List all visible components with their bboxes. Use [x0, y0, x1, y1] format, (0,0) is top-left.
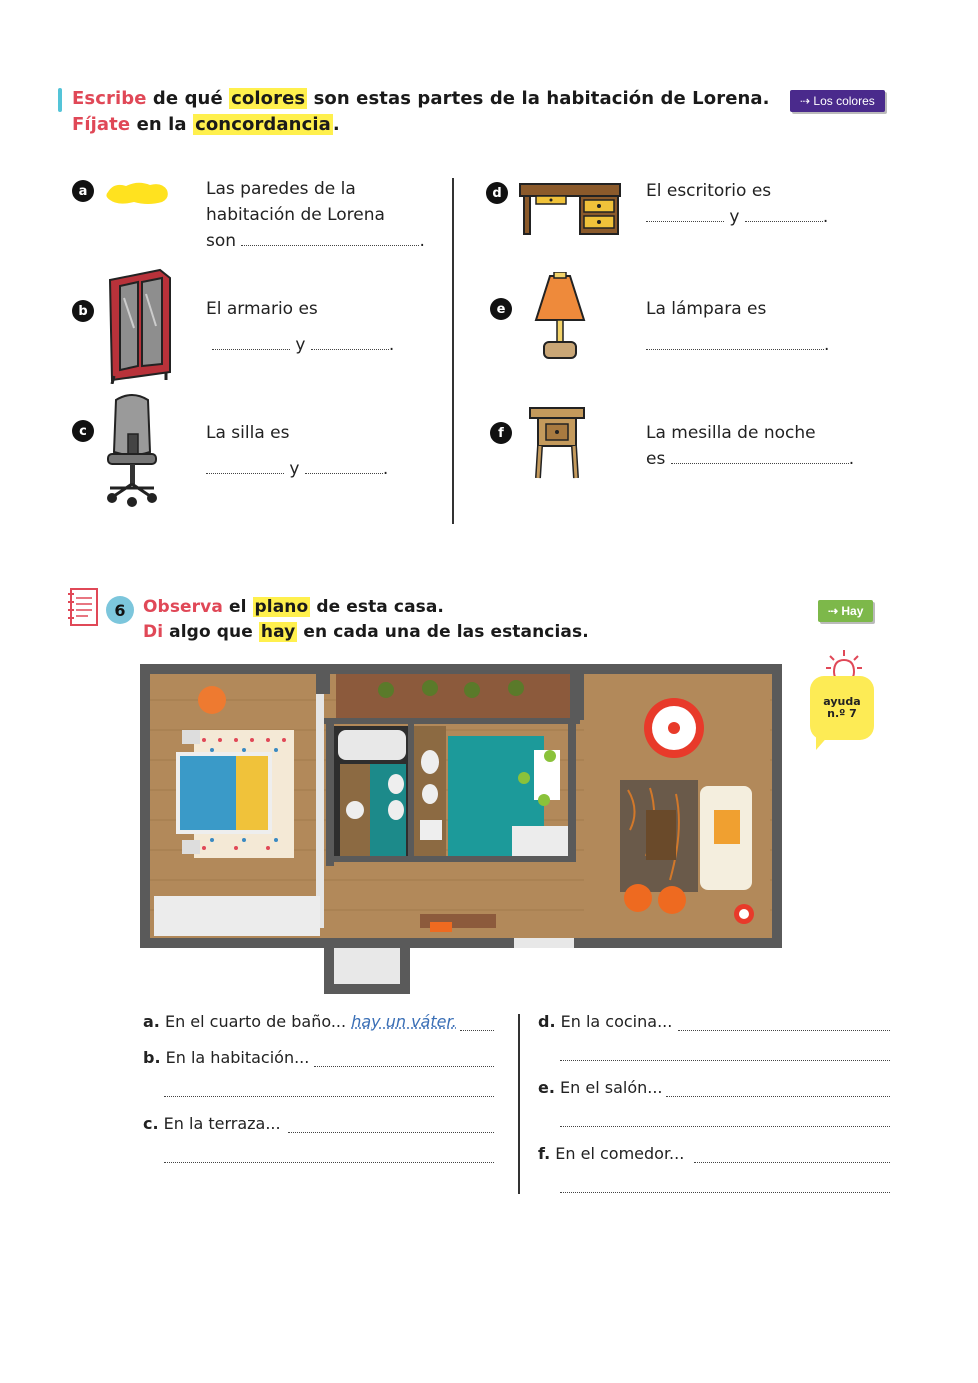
help-bubble-tail [814, 734, 832, 752]
office-chair-icon [104, 392, 160, 510]
answer-e: e. En el salón... [538, 1078, 663, 1097]
item-a-text: Las paredes de la habitación de Lorena son . [206, 179, 425, 251]
item-d-text: El escritorio es y . [646, 181, 829, 227]
section-marker [58, 88, 62, 112]
answer-d: d. En la cocina... [538, 1012, 673, 1031]
paint-swatch-icon [104, 180, 170, 206]
colors-reference-tag[interactable]: ⇢ Los colores [790, 90, 885, 112]
item-f-text: La mesilla de noche es . [646, 423, 855, 469]
item-letter-c: c [72, 420, 94, 442]
exercise-number: 6 [106, 596, 134, 624]
answer-b: b. En la habitación... [143, 1048, 310, 1067]
column-divider [452, 178, 454, 524]
exercise-instruction: Escribe de qué colores son estas partes de la habitación de Lorena. Fíjate en la concordancia . [72, 88, 770, 135]
item-letter-f: f [490, 422, 512, 444]
answer-f-line-2[interactable] [560, 1192, 890, 1193]
answer-c-line-2[interactable] [164, 1162, 494, 1163]
answer-blank[interactable] [646, 334, 824, 350]
answer-a: a. En el cuarto de baño... hay un váter. [143, 1012, 457, 1031]
answer-f-line-1[interactable] [694, 1162, 890, 1163]
house-floor-plan [140, 660, 784, 996]
item-letter-d: d [486, 182, 508, 204]
lamp-icon [530, 272, 590, 364]
answer-blank[interactable] [206, 458, 284, 474]
answer-blank[interactable] [646, 206, 724, 222]
answer-blank[interactable] [241, 230, 419, 246]
answer-a-filled: hay un váter. [351, 1012, 457, 1031]
item-letter-a: a [72, 180, 94, 202]
desk-icon [518, 180, 624, 238]
answer-blank[interactable] [671, 448, 849, 464]
item-b-text: El armario es y . [206, 299, 395, 355]
answer-b-line-1[interactable] [314, 1066, 494, 1067]
answer-blank[interactable] [311, 334, 389, 350]
nightstand-icon [528, 404, 586, 482]
wardrobe-icon [104, 268, 174, 384]
answers-divider [518, 1014, 520, 1194]
item-c-text: La silla es y . [206, 423, 389, 479]
answer-c-line-1[interactable] [288, 1132, 494, 1133]
item-letter-e: e [490, 298, 512, 320]
item-letter-b: b [72, 300, 94, 322]
hay-reference-tag[interactable]: ⇢ Hay [818, 600, 873, 622]
exercise-instruction: Observa el plano de esta casa. Di algo que hay en cada una de las estancias. [143, 597, 589, 642]
answer-b-line-2[interactable] [164, 1096, 494, 1097]
answer-blank[interactable] [745, 206, 823, 222]
answer-c: c. En la terraza... [143, 1114, 281, 1133]
answer-e-line-2[interactable] [560, 1126, 890, 1127]
answer-e-line-1[interactable] [666, 1096, 890, 1097]
answer-a-line[interactable] [460, 1030, 494, 1031]
answer-d-line-2[interactable] [560, 1060, 890, 1061]
answer-blank[interactable] [212, 334, 290, 350]
help-bubble[interactable]: ayuda n.º 7 [810, 676, 874, 740]
item-e-text: La lámpara es . [646, 299, 830, 355]
answer-blank[interactable] [305, 458, 383, 474]
answer-d-line-1[interactable] [678, 1030, 890, 1031]
writing-notebook-icon [68, 586, 102, 628]
answer-f: f. En el comedor... [538, 1144, 685, 1163]
